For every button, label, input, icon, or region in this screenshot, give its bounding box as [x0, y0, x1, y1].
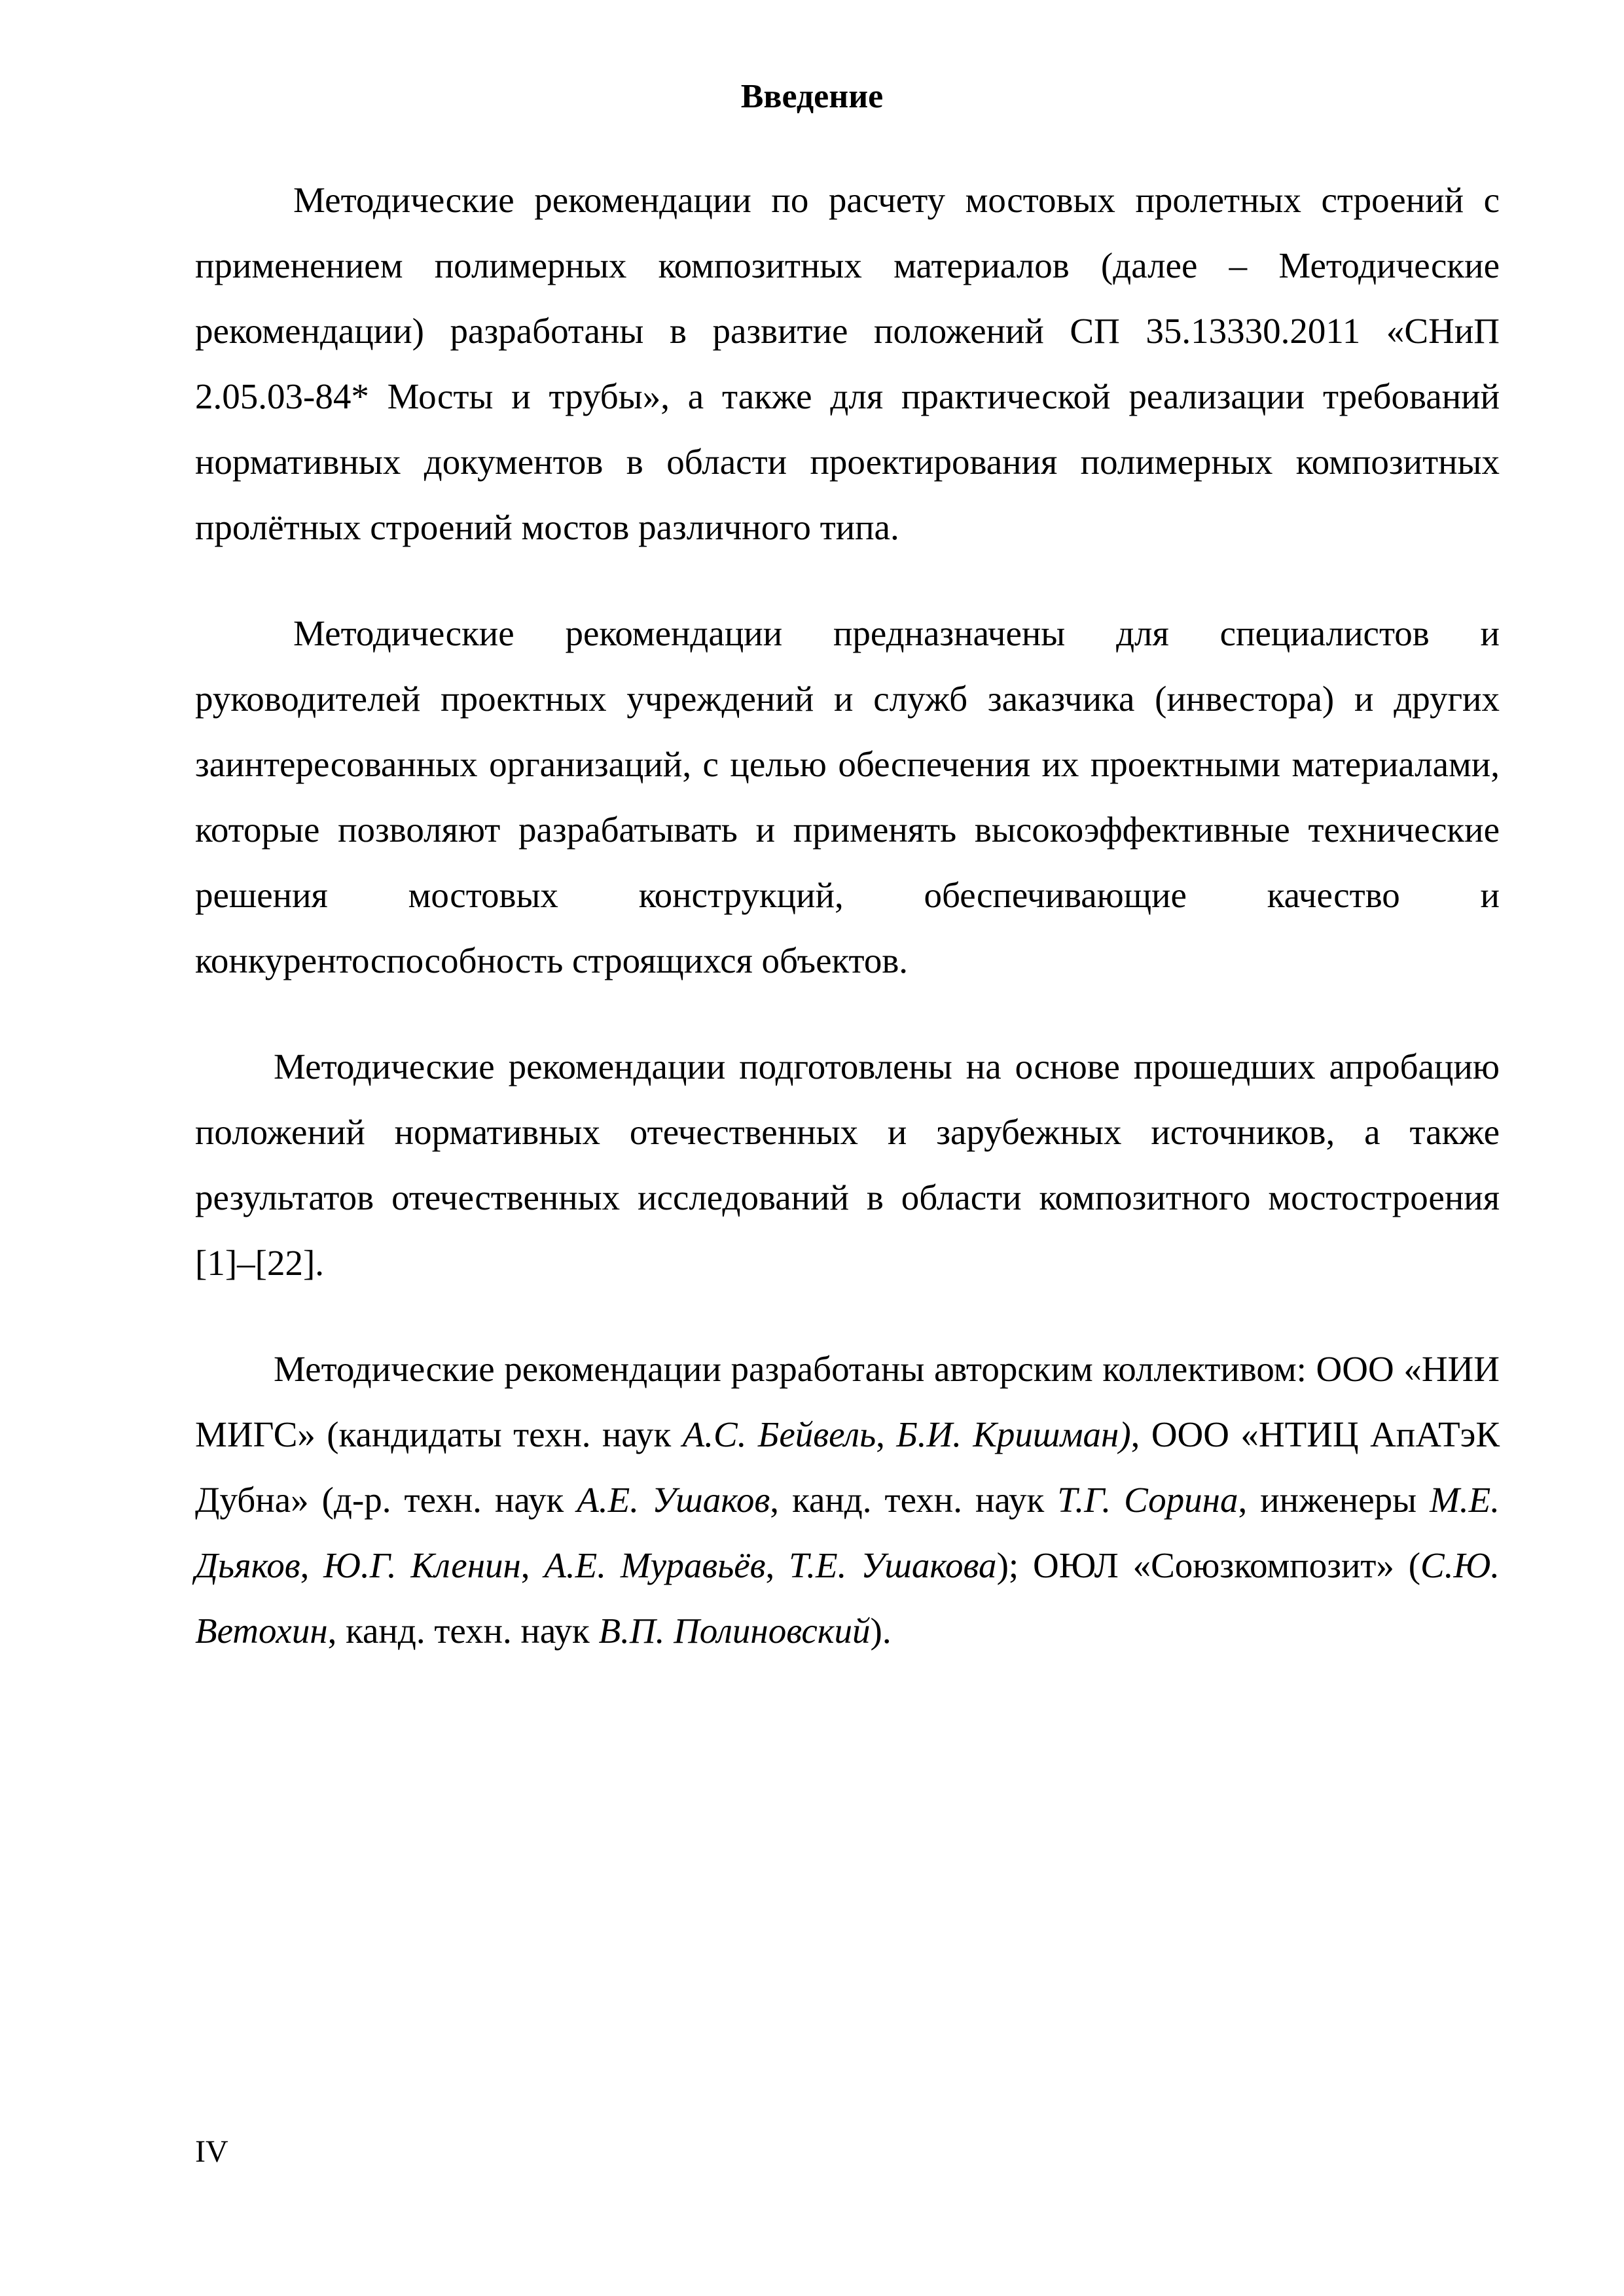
- author-name: А.С. Бейвель: [682, 1414, 876, 1454]
- authors-text: Методические рекомендации разработаны авторским коллективом: ООО «НИИ МИГС» (кандидаты техн. наук: [195, 1349, 1500, 1454]
- paragraph-sources: Методические рекомендации подготовлены на основе прошедших апробацию положений нормативных отечественных и зарубежных источников, а также результатов отечественных исследований в области композитного мостостроения [1]–[22].: [195, 1047, 1500, 1283]
- author-name: Б.И. Кришман): [896, 1414, 1131, 1454]
- author-name: В.П. Полиновский: [598, 1611, 871, 1651]
- authors-text: ,: [520, 1545, 545, 1585]
- authors-text: ).: [870, 1611, 892, 1651]
- authors-text: ,: [876, 1414, 897, 1454]
- page-title: Введение: [740, 78, 884, 115]
- authors-text: ,: [765, 1545, 789, 1585]
- paragraph-purpose: Методические рекомендации по расчету мостовых пролетных строений с применением полимерных композитных материалов (далее – Методические рекомендации) разработаны в развитие положений СП 35.13330.2011 «СНиП 2.05.03-84* Мосты и трубы», а также для практической реализации требований нормативных документов в области проектирования полимерных композитных пролётных строений мостов различного типа.: [195, 180, 1500, 547]
- paragraph-audience: Методические рекомендации предназначены для специалистов и руководителей проектных учреждений и служб заказчика (инвестора) и других заинтересованных организаций, с целью обеспечения их проектными материалами, которые позволяют разрабатывать и применять высокоэффективные технические решения мостовых конструкций, обеспечивающие качество и конкурентоспособность строящихся объектов.: [195, 613, 1500, 980]
- authors-text: , канд. техн. наук: [770, 1480, 1058, 1520]
- author-name: Т.Г. Сорина: [1057, 1480, 1238, 1520]
- author-name: А.Е. Муравьёв: [544, 1545, 766, 1585]
- author-name: М.Е. Дьяков: [195, 1480, 1500, 1585]
- authors-text: , инженеры: [1238, 1480, 1430, 1520]
- authors-text: ,: [300, 1545, 324, 1585]
- paragraph-authors: [195, 1336, 1500, 1664]
- authors-text: , канд. техн. наук: [327, 1611, 599, 1651]
- authors-text: ); ОЮЛ «Союзкомпозит» (: [996, 1545, 1421, 1585]
- author-name: Т.Е. Ушакова: [789, 1545, 997, 1585]
- authors-text: , ООО «НТИЦ АпАТэК Дубна» (д-р. техн. наук: [195, 1414, 1500, 1520]
- author-name: Ю.Г. Кленин: [323, 1545, 521, 1585]
- author-name: А.Е. Ушаков: [577, 1480, 770, 1520]
- author-name: С.Ю. Ветохин: [195, 1545, 1500, 1651]
- page-number: IV: [195, 2134, 228, 2169]
